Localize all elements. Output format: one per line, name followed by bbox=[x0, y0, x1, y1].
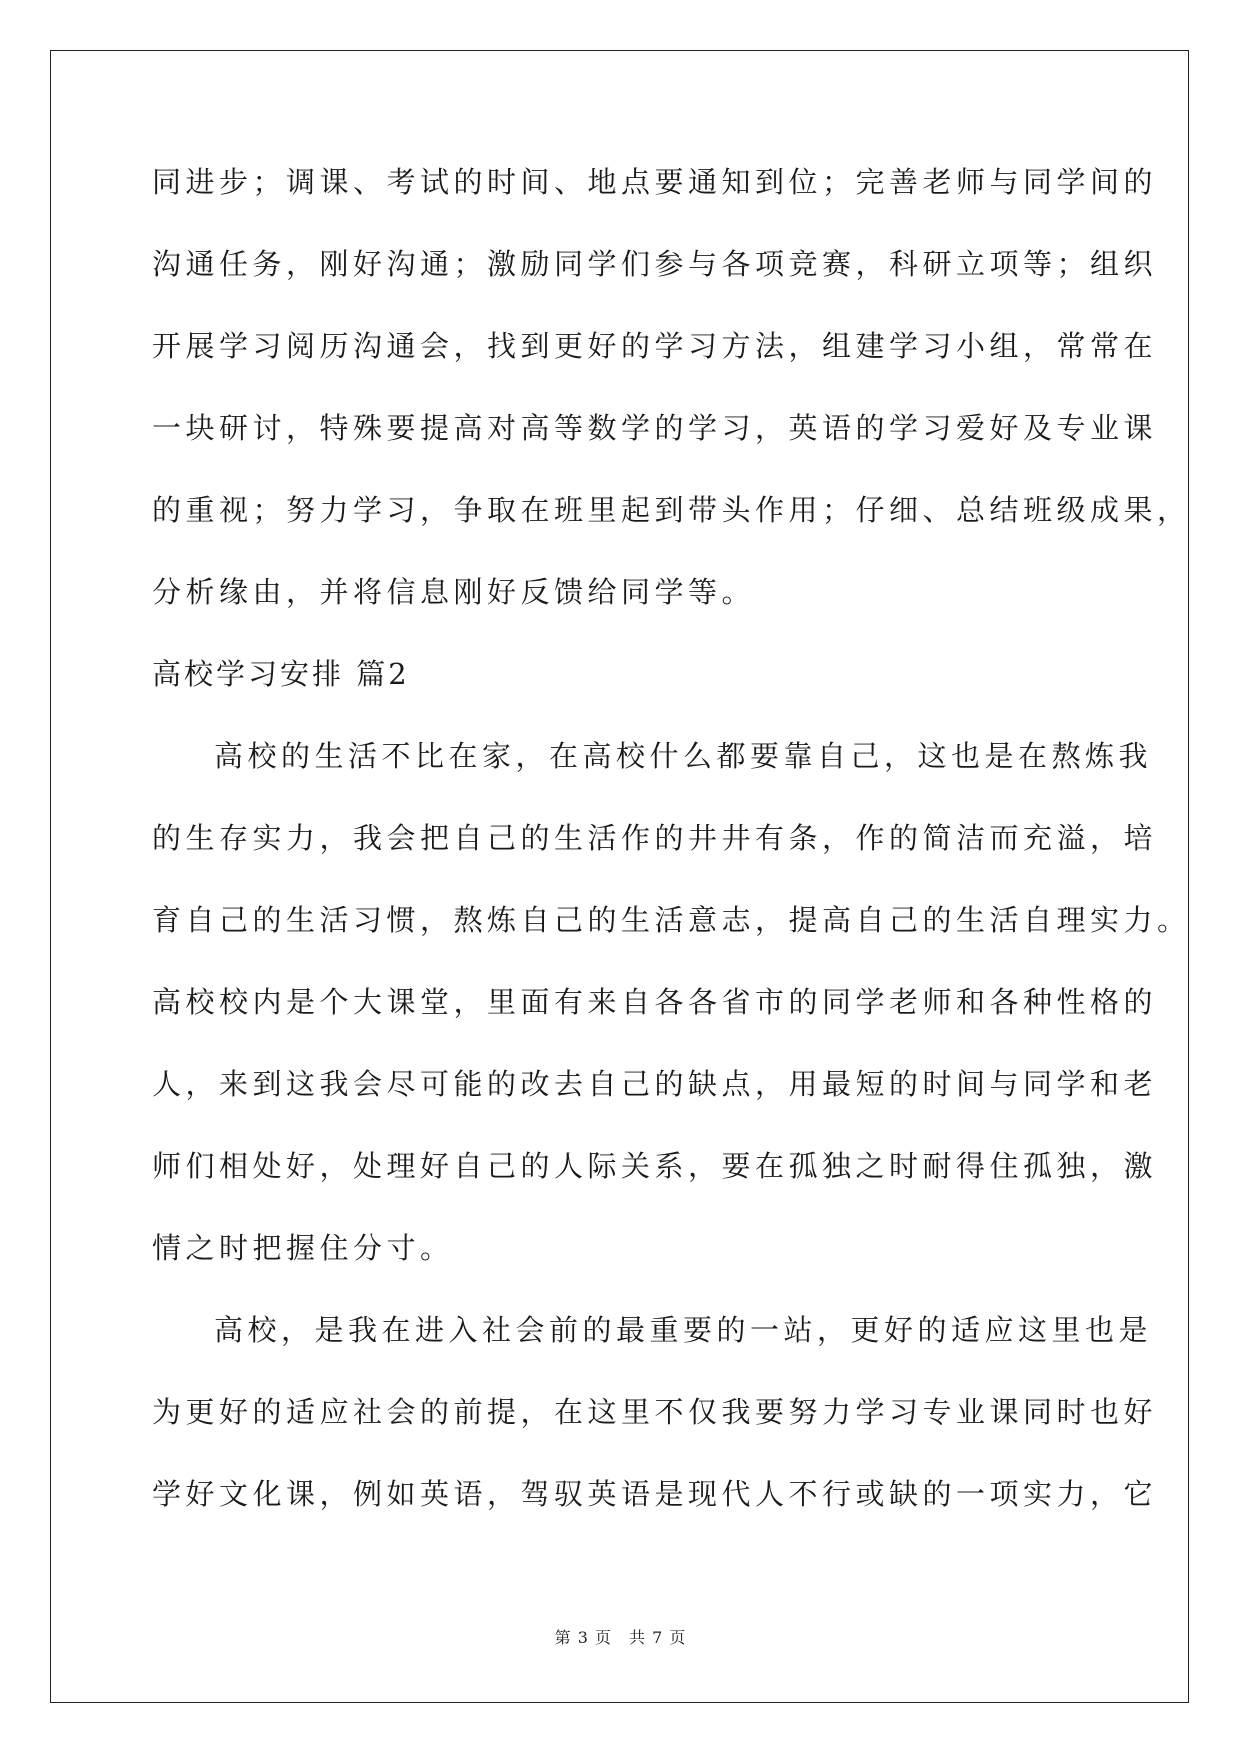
text-line: 学好文化课，例如英语，驾驭英语是现代人不行或缺的一项实力，它 bbox=[152, 1477, 1158, 1511]
text-line: 师们相处好，处理好自己的人际关系，要在孤独之时耐得住孤独，激 bbox=[152, 1149, 1158, 1183]
text-line: 开展学习阅历沟通会，找到更好的学习方法，组建学习小组，常常在 bbox=[152, 329, 1158, 363]
text-line: 沟通任务，刚好沟通；激励同学们参与各项竞赛，科研立项等；组织 bbox=[152, 247, 1158, 281]
text-line: 分析缘由，并将信息刚好反馈给同学等。 bbox=[152, 575, 756, 609]
text-line: 人，来到这我会尽可能的改去自己的缺点，用最短的时间与同学和老 bbox=[152, 1067, 1158, 1101]
text-line: 为更好的适应社会的前提，在这里不仅我要努力学习专业课同时也好 bbox=[152, 1395, 1158, 1429]
text-line: 一块研讨，特殊要提高对高等数学的学习，英语的学习爱好及专业课 bbox=[152, 411, 1158, 445]
page-number-footer: 第 3 页 共 7 页 bbox=[554, 1628, 687, 1647]
text-line: 的重视；努力学习，争取在班里起到带头作用；仔细、总结班级成果， bbox=[152, 493, 1191, 527]
section-heading: 高校学习安排 篇2 bbox=[152, 657, 410, 691]
text-line: 同进步；调课、考试的时间、地点要通知到位；完善老师与同学间的 bbox=[152, 165, 1158, 199]
text-line: 育自己的生活习惯，熬炼自己的生活意志，提高自己的生活自理实力。 bbox=[152, 903, 1191, 937]
paragraph-first-line: 高校，是我在进入社会前的最重要的一站，更好的适应这里也是 bbox=[214, 1313, 1153, 1347]
text-line: 高校校内是个大课堂，里面有来自各各省市的同学老师和各种性格的 bbox=[152, 985, 1158, 1019]
document-body bbox=[152, 162, 1191, 1556]
text-line: 的生存实力，我会把自己的生活作的井井有条，作的简洁而充溢，培 bbox=[152, 821, 1158, 855]
text-line: 情之时把握住分寸。 bbox=[152, 1231, 454, 1265]
paragraph-first-line: 高校的生活不比在家，在高校什么都要靠自己，这也是在熬炼我 bbox=[214, 739, 1153, 773]
